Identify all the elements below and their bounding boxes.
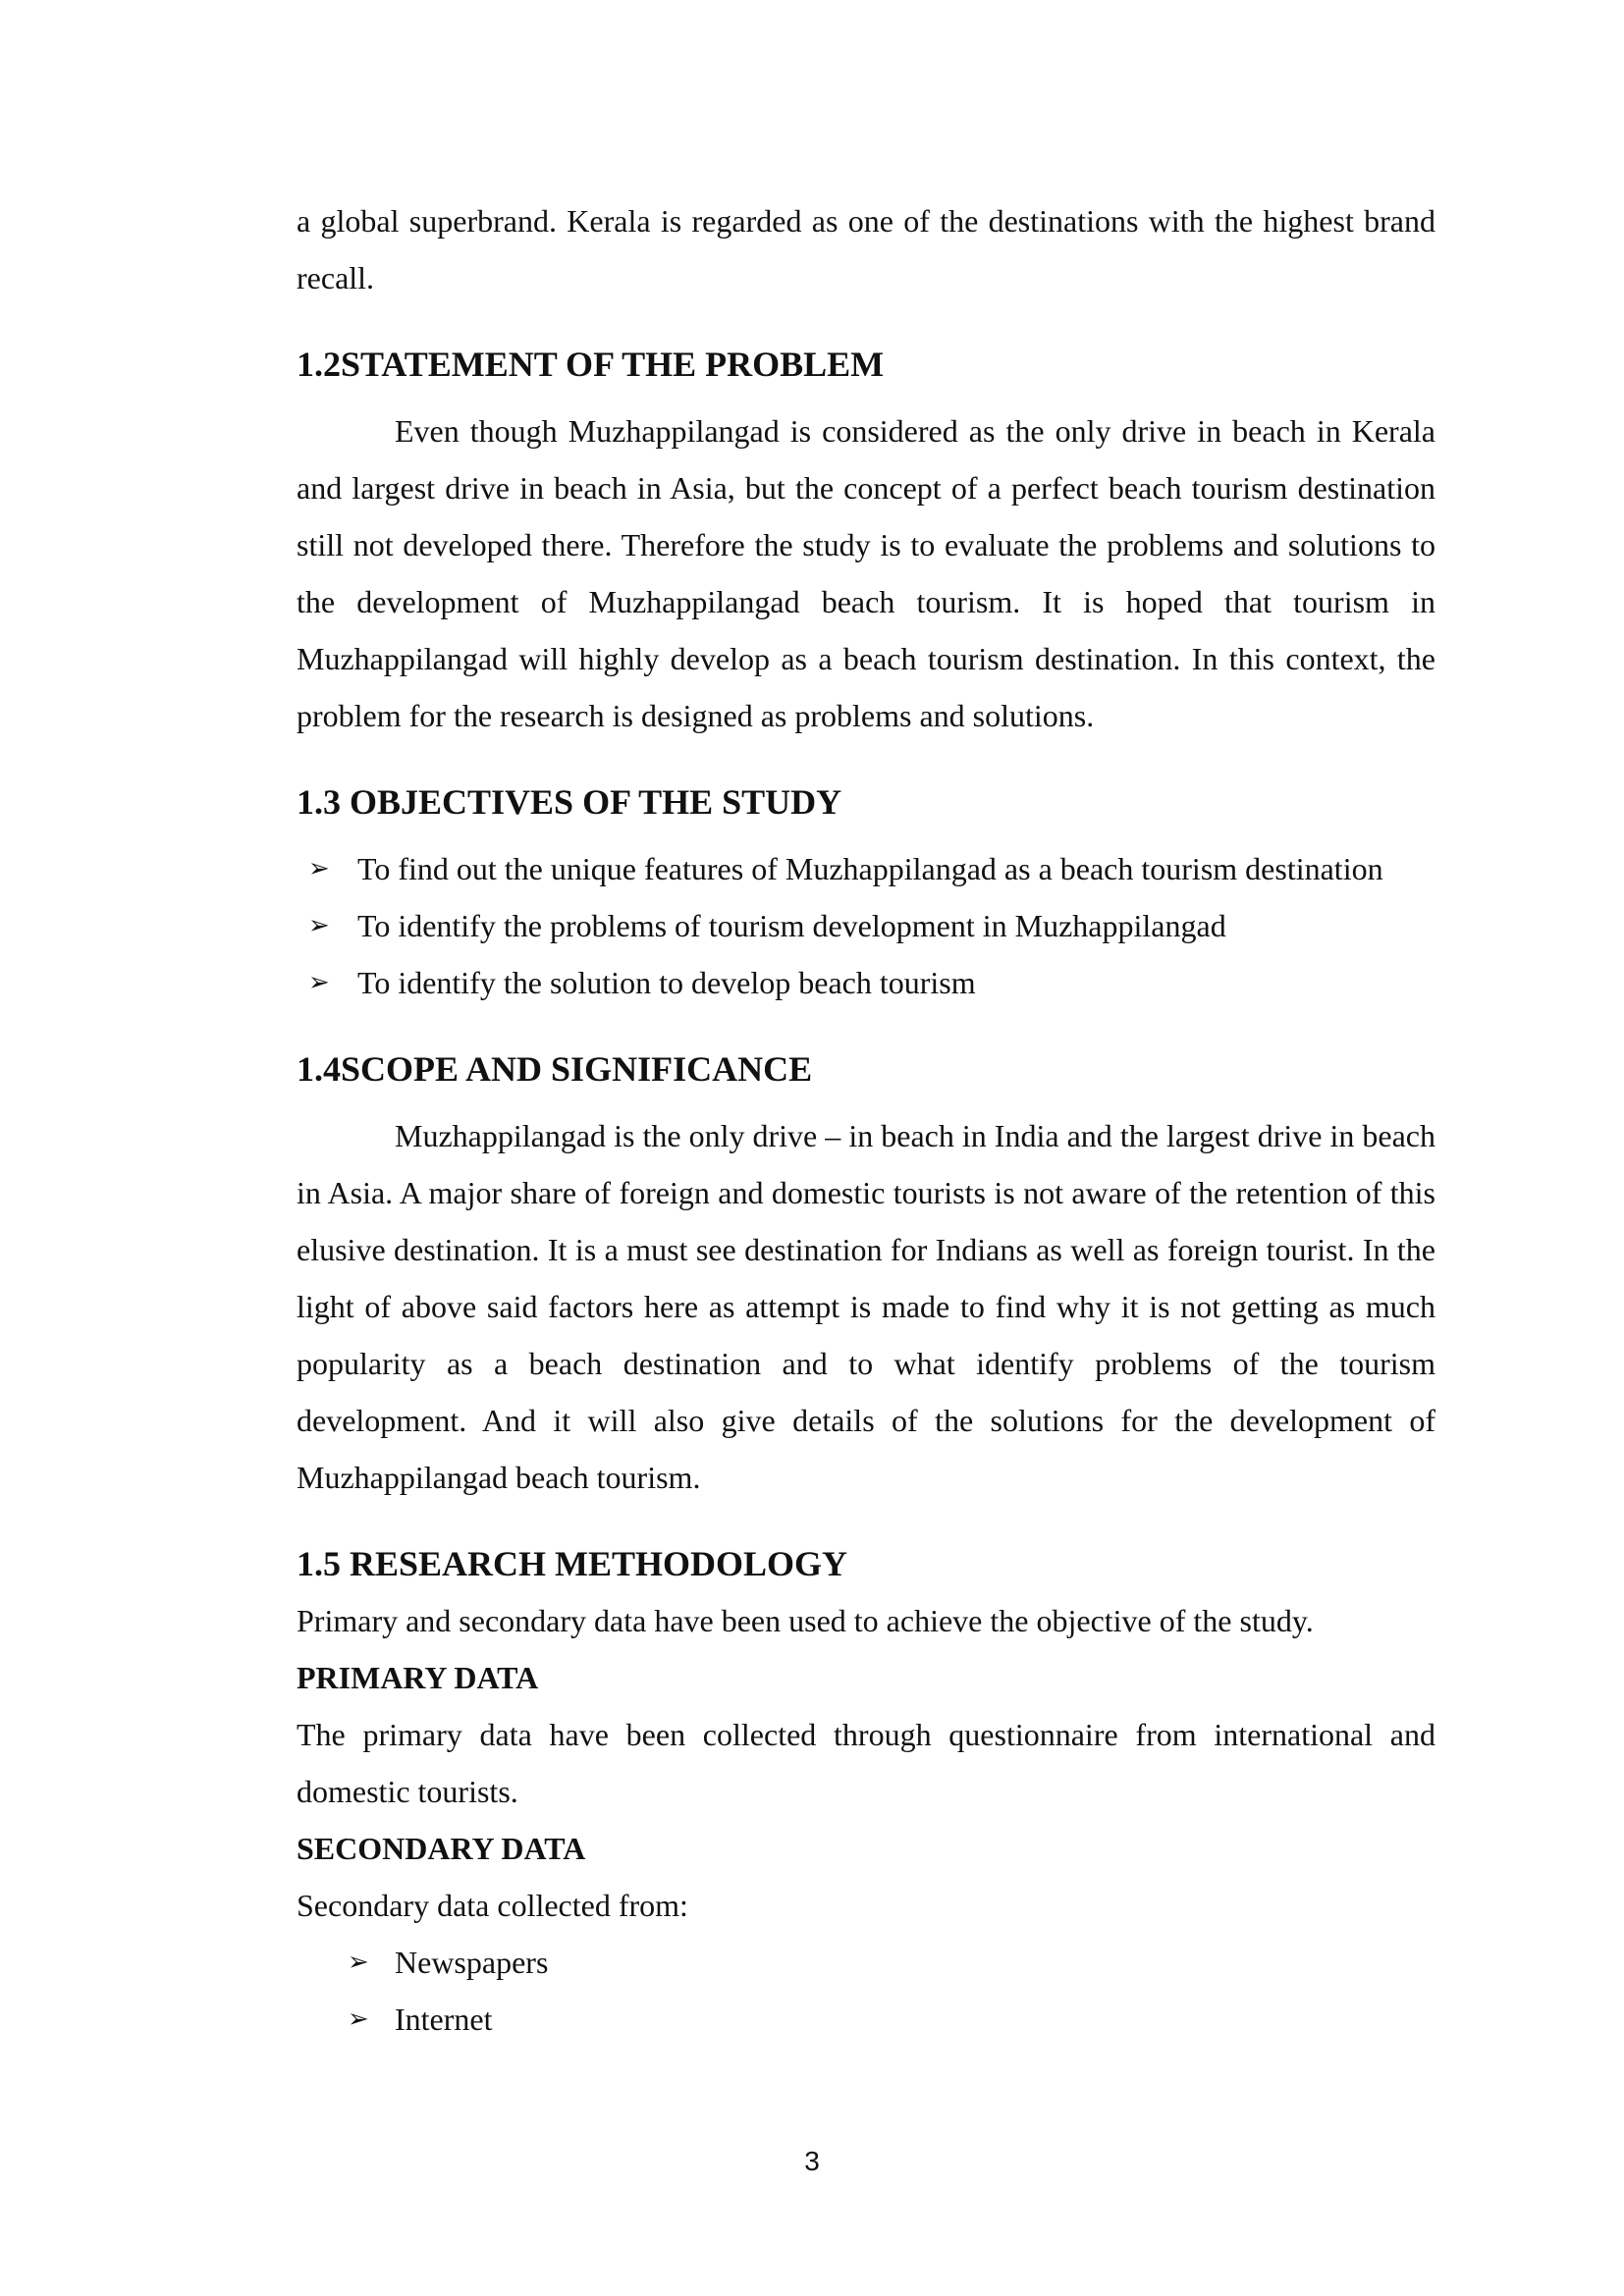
objectives-heading: 1.3 OBJECTIVES OF THE STUDY (297, 782, 842, 822)
page-number: 3 (804, 2146, 820, 2176)
objective-item (297, 897, 1435, 954)
secondary-data-intro: Secondary data collected from: (297, 1888, 688, 1923)
scope-paragraph: Muzhappilangad is the only drive – in beach in India and the largest drive in beach in Asia. A major share of foreign and domestic tourists is not aware of the retention of this elusive destination. It is a must see destination for Indians as well as foreign tourist. In the light of above said factors here as attempt is made to find why it is not getting as much popularity as a beach destination and to what identify problems of the tourism development. And it will also give details of the solutions for the development of Muzhappilangad beach tourism. (297, 1118, 1435, 1495)
secondary-sources-list (297, 1934, 1435, 2048)
arrow-bullet-icon: ➢ (308, 968, 330, 997)
arrow-bullet-icon: ➢ (348, 2004, 369, 2034)
secondary-source-text: Newspapers (395, 1945, 549, 1980)
intro-continuation-paragraph: a global superbrand. Kerala is regarded as one of the destinations with the highest brand recall. (297, 203, 1435, 295)
objective-item (297, 840, 1435, 897)
arrow-bullet-icon: ➢ (308, 854, 330, 883)
primary-data-heading: PRIMARY DATA (297, 1660, 539, 1695)
arrow-bullet-icon: ➢ (308, 911, 330, 940)
methodology-heading: 1.5 RESEARCH METHODOLOGY (297, 1544, 848, 1583)
problem-paragraph: Even though Muzhappilangad is considered as the only drive in beach in Kerala and largest drive in beach in Asia, but the concept of a perfect beach tourism destination still not developed there. Therefore the study is to evaluate the problems and solutions to the development of Muzhappilangad beach tourism. It is hoped that tourism in Muzhappilangad will highly develop as a beach tourism destination. In this context, the problem for the research is designed as problems and solutions. (297, 413, 1435, 733)
objective-item (297, 954, 1435, 1011)
objective-item-text: To find out the unique features of Muzhappilangad as a beach tourism destination (357, 851, 1383, 886)
secondary-source-item (297, 1934, 1435, 1991)
primary-data-paragraph: The primary data have been collected through questionnaire from international and domestic tourists. (297, 1717, 1435, 1809)
methodology-intro-paragraph: Primary and secondary data have been used to achieve the objective of the study. (297, 1603, 1314, 1638)
objective-item-text: To identify the solution to develop beach tourism (357, 965, 976, 1000)
arrow-bullet-icon: ➢ (348, 1948, 369, 1977)
page-content (297, 192, 1435, 2048)
objectives-list (297, 840, 1435, 1011)
scope-heading: 1.4SCOPE AND SIGNIFICANCE (297, 1049, 813, 1089)
secondary-source-item (297, 1991, 1435, 2048)
problem-heading: 1.2STATEMENT OF THE PROBLEM (297, 345, 885, 384)
objective-item-text: To identify the problems of tourism development in Muzhappilangad (357, 908, 1226, 943)
secondary-data-heading: SECONDARY DATA (297, 1831, 586, 1866)
secondary-source-text: Internet (395, 2002, 493, 2037)
